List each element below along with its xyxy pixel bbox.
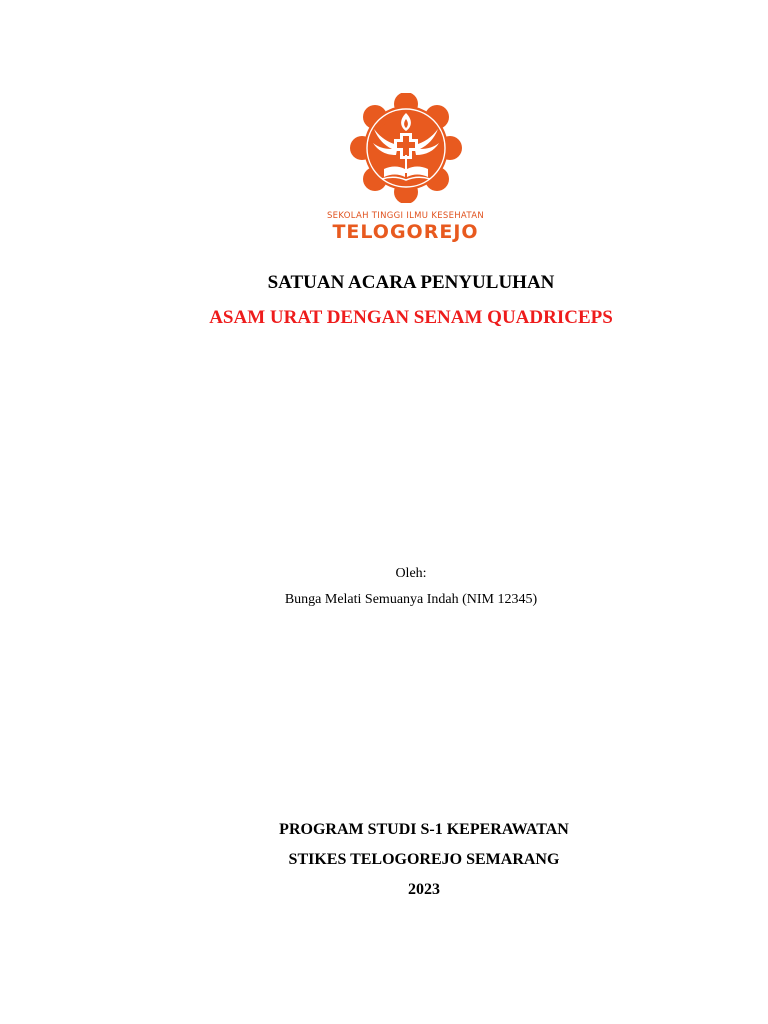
author-name: Bunga Melati Semuanya Indah (NIM 12345) [284,592,538,607]
footer-program: PROGRAM STUDI S-1 KEPERAWATAN [279,821,569,838]
document-topic: ASAM URAT DENGAN SENAM QUADRICEPS [209,307,613,328]
document-title: SATUAN ACARA PENYULUHAN [267,272,555,293]
institution-logo [344,93,469,203]
footer-year: 2023 [408,881,440,898]
footer-institution: STIKES TELOGOREJO SEMARANG [288,851,560,868]
logo-emblem-icon [344,93,469,203]
logo-subtitle: SEKOLAH TINGGI ILMU KESEHATAN [326,211,484,221]
author-label: Oleh: [395,566,427,581]
logo-name: TELOGOREJO [332,221,479,243]
